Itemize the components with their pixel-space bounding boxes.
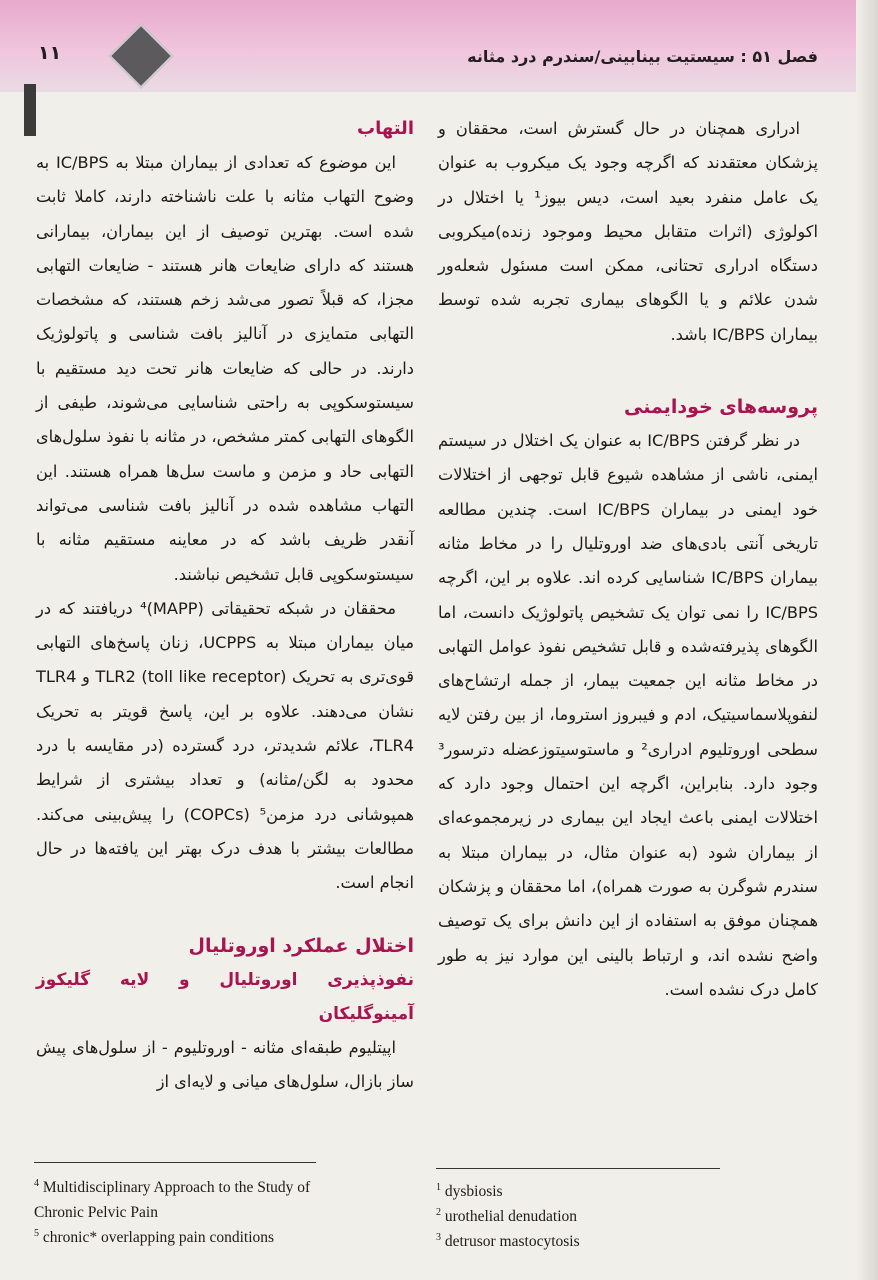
footnote-item: $^5$ chronic* overlapping pain conditions	[34, 1228, 275, 1247]
right-column	[438, 112, 818, 1007]
autoimmune-paragraph: در نظر گرفتن IC/BPS به عنوان یک اختلال در سیستم ایمنی، ناشی از مشاهده شیوع قابل توجهی از اختلالات خود ایمنی در بیماران IC/BPS است. چندین مطالعه تاریخی آنتی بادی‌های ضد اوروتلیال را در مخاط مثانه بیماران IC/BPS شناسایی کرده اند. علاوه بر این، اگرچه IC/BPS را نمی توان یک تشخیص پاتولوژیک دانست، اما الگوهای پذیرفته‌شده و قابل تشخیص نفوذ عوامل التهابی در مخاط مثانه این جمعیت بیمار، از جمله ارتشاح‌های لنفوپلاسماسیتیک، ادم و فیبروز استروما، از بین رفتن لایه سطحی اوروتلیوم ادراری² و ماستوسیتوزعضله دترسور³ وجود دارد. بنابراین، اگرچه این احتمال وجود دارد که اختلالات ایمنی باعث ایجاد این بیماری در زیرمجموعه‌ای از بیماران شود (به عنوان مثال، در بیماران مبتلا به سندرم شوگرن به صورت همراه)، اما محققان و پزشکان همچنان موفق به استفاده از این دانش برای یک توصیف واضح نشده اند، و ارتباط بالینی این موارد نیز به طور کامل درک نشده است.	[438, 431, 818, 999]
footnote-item: $^4$ Multidisciplinary Approach to the Study of	[34, 1178, 311, 1197]
footnote-rule-right	[436, 1168, 720, 1169]
page-number: ۱۱	[38, 42, 62, 64]
epithelium-paragraph: اپیتلیوم طبقه‌ای مثانه - اوروتلیوم - از سلول‌های پیش ساز بازال، سلول‌های میانی و لایه‌ای از	[36, 1037, 414, 1091]
footnote-item: Chronic Pelvic Pain	[34, 1204, 158, 1222]
subheading-permeability: نفوذپذیری اوروتلیال و لایه گلیکوز آمینوگلیکان	[36, 969, 414, 1024]
margin-bar	[24, 84, 36, 136]
mapp-paragraph: محققان در شبکه تحقیقاتی (MAPP)⁴ دریافتند که در میان بیماران مبتلا به UCPPS، زنان پاسخ‌های التهابی قوی‌تری به تحریک TLR2 (toll like receptor) و TLR4 نشان می‌دهند. علاوه بر این، پاسخ قویتر به تحریک TLR4، علائم شدیدتر، درد گسترده (در مقایسه با درد محدود به لگن/مثانه) و تعداد بیشتری از شرایط همپوشانی درد مزمن⁵ (COPCs) را پیش‌بینی می‌کند. مطالعات بیشتر با هدف درک بهتر این یافته‌ها در حال انجام است.	[36, 598, 414, 893]
footnote-item: $^1$ dysbiosis	[436, 1182, 503, 1201]
footnote-rule-left	[34, 1162, 316, 1163]
page-edge	[856, 0, 878, 1280]
diamond-ornament-icon	[108, 23, 173, 88]
inflammation-paragraph: این موضوع که تعدادی از بیماران مبتلا به IC/BPS به وضوح التهاب مثانه با علت ناشناخته دارند، کاملا ثابت شده است. بهترین توصیف از این بیماران، بیمارانی هستند که دارای ضایعات هانر هستند - ضایعات التهابی مجزا، که قبلاً تصور می‌شد زخم هستند، که مشخصات التهابی متمایزی در آنالیز بافت شناسی و پاتولوژیک دارند. در حالی که ضایعات هانر تحت دید مستقیم با سیستوسکوپی به راحتی شناسایی می‌شوند، طیفی از الگوهای التهابی کمتر مشخص، در مثانه با نفوذ سلول‌های التهابی حاد و مزمن و ماست سل‌ها همراه هستند. این التهاب مشاهده شده در آنالیز بافت شناسی می‌تواند آنقدر ظریف باشد که در معاینه مستقیم مثانه با سیستوسکوپی قابل تشخیص نباشند.	[36, 153, 414, 584]
chapter-title: فصل ۵۱ : سیستیت بینابینی/سندرم درد مثانه	[467, 47, 818, 66]
footnote-item: $^2$ urothelial denudation	[436, 1207, 578, 1226]
left-column	[36, 112, 414, 1099]
page-header	[0, 0, 878, 92]
intro-paragraph: ادراری همچنان در حال گسترش است، محققان و پزشکان معتقدند که اگرچه وجود یک میکروب به عنوان یک عامل منفرد بعید است، دیس بیوز¹ یا اختلال در اکولوژی (اثرات متقابل محیط وموجود زنده)میکروبی دستگاه ادراری تحتانی، ممکن است مسئول شعله‌ور شدن علائم و یا الگوهای بیماری تجربه شده توسط بیماران IC/BPS باشد.	[438, 119, 818, 344]
section-heading-autoimmune: پروسه‌های خودایمنی	[623, 396, 818, 419]
section-heading-inflammation: التهاب	[356, 118, 414, 139]
footnote-item: $^3$ detrusor mastocytosis	[436, 1232, 580, 1251]
section-heading-urothelial: اختلال عملکرد اوروتلیال	[188, 934, 414, 957]
footnotes-right	[436, 1177, 580, 1252]
footnotes-left	[34, 1173, 310, 1248]
